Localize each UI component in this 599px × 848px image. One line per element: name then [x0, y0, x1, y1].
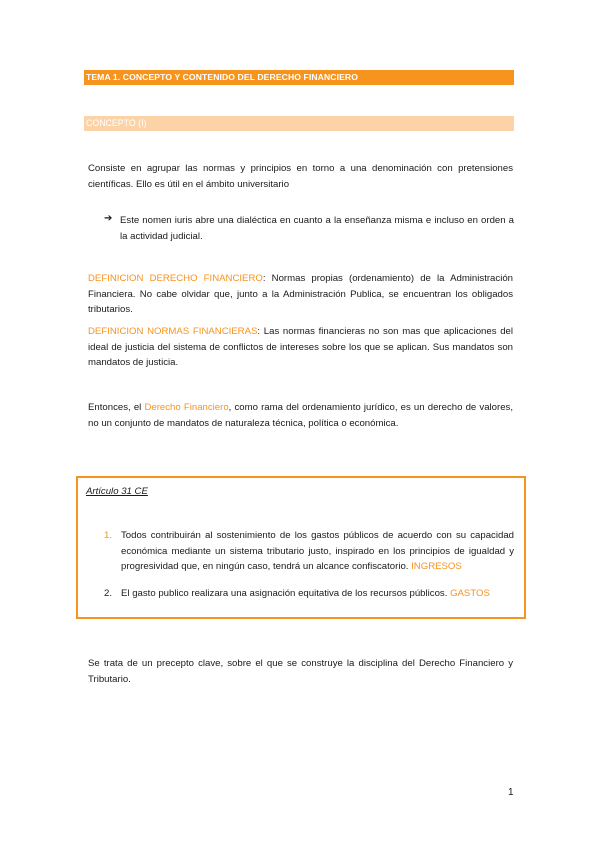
item-text — [121, 586, 514, 602]
bullet-text: Este nomen iuris abre una dialéctica en cuanto a la enseñanza misma e incluso en orden a la actividad judicial. — [120, 215, 514, 242]
arrow-right-icon: ➔ — [104, 213, 113, 224]
item-body: Todos contribuirán al sostenimiento de los gastos públicos de acuerdo con su capacidad económica mediante un sistema tributario justo, inspirado en los principios de igualdad y progresividad que, en ningún caso, tendrá un alcance confiscatorio. — [121, 530, 514, 572]
entonces-paragraph — [88, 400, 513, 431]
definition-term: DEFINICION DERECHO FINANCIERO — [88, 273, 263, 284]
item-tag-ingresos: INGRESOS — [411, 561, 462, 572]
item-tag-gastos: GASTOS — [450, 588, 490, 599]
item-number: 2. — [104, 588, 113, 599]
definition-term: DEFINICION NORMAS FINANCIERAS — [88, 326, 258, 337]
text-before: Entonces, el — [88, 402, 145, 413]
title-bar — [84, 70, 514, 85]
definition-derecho-financiero — [88, 271, 513, 318]
page-number: 1 — [508, 787, 514, 798]
closing-paragraph: Se trata de un precepto clave, sobre el que se construye la disciplina del Derecho Financiero y Tributario. — [88, 658, 513, 685]
definition-text: : Las normas financieras no son mas que aplicaciones del ideal de justicia del sistema de conflictos de intereses sobre los que se aplican. Sus mandatos son mandatos de justicia. — [88, 326, 513, 368]
section-bar — [84, 116, 514, 131]
article-title: Artículo 31 CE — [86, 486, 148, 497]
item-body: El gasto publico realizara una asignación equitativa de los recursos públicos. — [121, 588, 448, 599]
document-title: TEMA 1. CONCEPTO Y CONTENIDO DEL DERECHO FINANCIERO — [86, 72, 359, 82]
highlight-derecho-financiero: Derecho Financiero — [144, 402, 229, 413]
intro-paragraph: Consiste en agrupar las normas y principios en torno a una denominación con pretensiones científicas. Ello es útil en el ámbito universitario — [88, 163, 513, 190]
text-after: , como rama del ordenamiento jurídico, es un derecho de valores, no un conjunto de mandatos de naturaleza técnica, política o económica. — [88, 402, 514, 429]
section-title: CONCEPTO (I) — [86, 118, 147, 128]
definition-text: : Normas propias (ordenamiento) de la Administración Financiera. No cabe olvidar que, junto a la Administración Publica, se encuentran los obligados tributarios. — [88, 273, 513, 315]
item-text — [121, 528, 514, 575]
item-number: 1. — [104, 530, 113, 541]
definition-normas-financieras — [88, 324, 513, 371]
